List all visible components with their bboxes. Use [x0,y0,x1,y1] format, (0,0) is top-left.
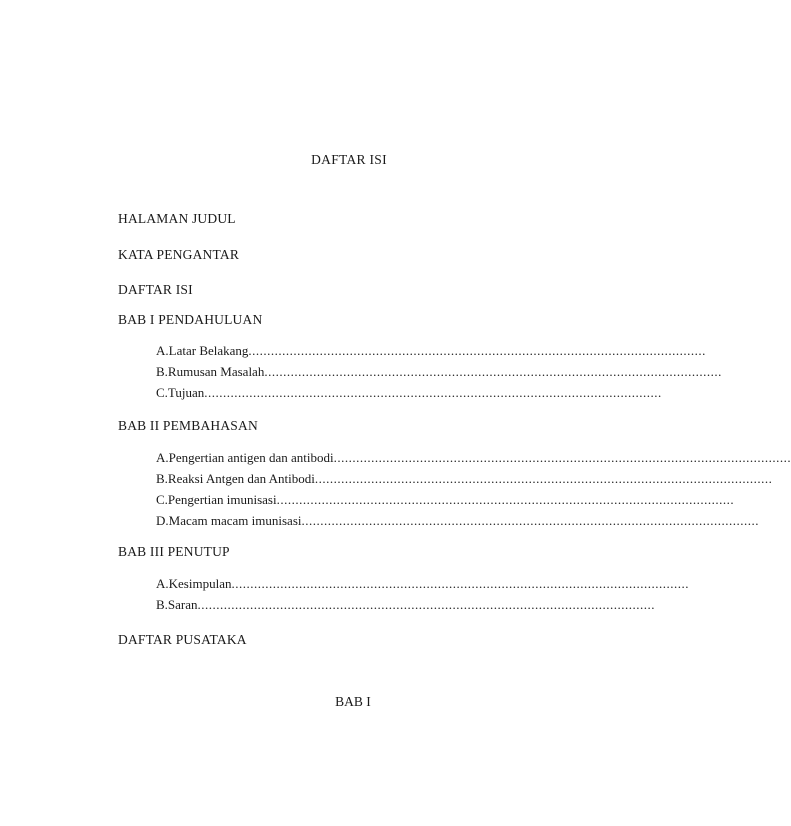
toc-entry-letter: A. [156,343,169,358]
toc-entry-letter: C. [156,385,168,400]
leader-dots: .......................................................................................................................... [248,343,706,358]
toc-entry [156,450,791,468]
toc-entry-letter: B. [156,364,168,379]
toc-entry-text: Tujuan [167,385,205,400]
toc-heading-daftar-pustaka: DAFTAR PUSATAKA [118,632,247,647]
toc-entry-text: Rumusan Masalah [167,364,265,379]
toc-entry-letter: D. [156,513,169,528]
toc-entry [156,364,722,382]
leader-dots: .......................................................................................................................... [333,450,791,465]
page-title: DAFTAR ISI [311,152,387,167]
toc-entry-text: Reaksi Antgen dan Antibodi [167,471,315,486]
leader-dots: .......................................................................................................................... [276,492,735,507]
leader-dots: .......................................................................................................................... [301,513,759,528]
toc-entry-letter: A. [156,576,169,591]
leader-dots: .......................................................................................................................... [231,576,689,591]
toc-entry-text: Latar Belakang [168,343,249,358]
toc-entry-text: Pengertian antigen dan antibodi [168,450,334,465]
toc-entry-letter: B. [156,471,168,486]
leader-dots: .......................................................................................................................... [264,364,722,379]
leader-dots: .......................................................................................................................... [314,471,773,486]
toc-heading-daftar-isi: DAFTAR ISI [118,282,193,297]
toc-entry [156,576,689,594]
leader-dots: .......................................................................................................................... [204,385,662,400]
toc-entry [156,471,773,489]
toc-entry-letter: C. [156,492,168,507]
toc-heading-bab-iii: BAB III PENUTUP [118,544,230,559]
toc-heading-kata-pengantar: KATA PENGANTAR [118,247,240,262]
toc-entry [156,492,735,510]
toc-entry [156,513,759,531]
toc-heading-halaman-judul: HALAMAN JUDUL [118,211,236,226]
toc-entry-text: Kesimpulan [168,576,232,591]
toc-entry [156,597,656,615]
toc-entry-text: Saran [167,597,198,612]
toc-entry-letter: B. [156,597,168,612]
toc-entry-text: Pengertian imunisasi [167,492,277,507]
toc-entry [156,343,706,361]
leader-dots: .......................................................................................................................... [197,597,656,612]
toc-entry-letter: A. [156,450,169,465]
toc-heading-bab-ii: BAB II PEMBAHASAN [118,418,258,433]
next-chapter-heading: BAB I [335,694,371,709]
toc-entry-text: Macam macam imunisasi [168,513,302,528]
toc-heading-bab-i: BAB I PENDAHULUAN [118,312,263,327]
toc-entry [156,385,662,403]
